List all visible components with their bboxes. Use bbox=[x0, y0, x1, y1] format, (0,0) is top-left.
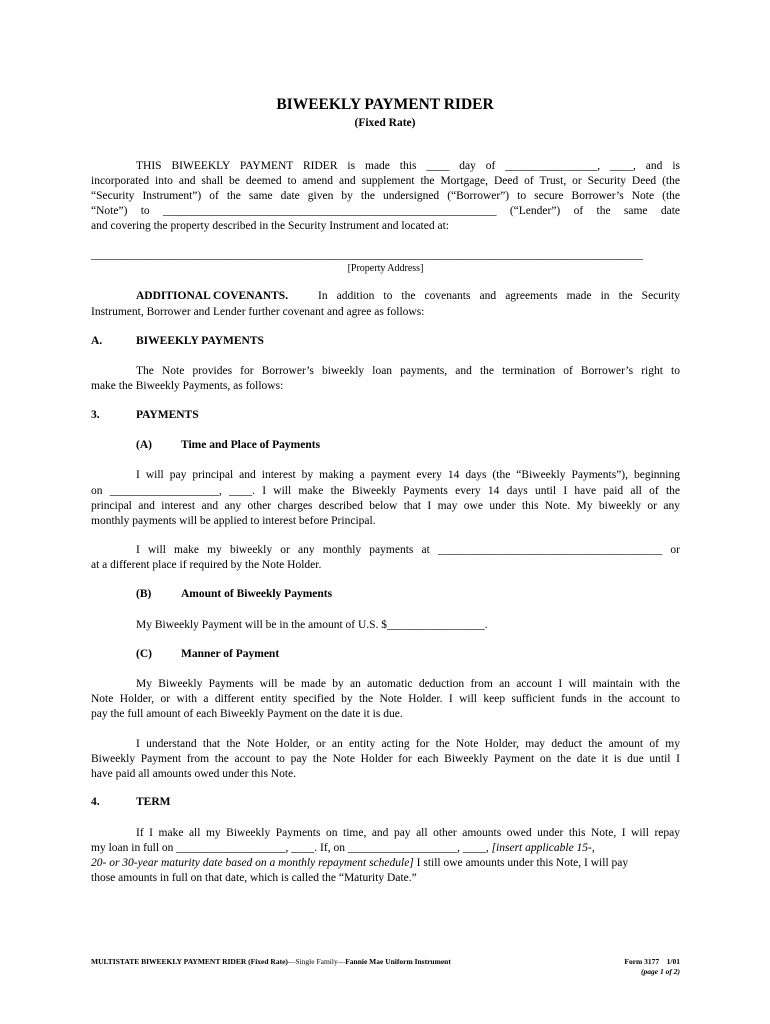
intro-line-3: “Security Instrument”) of the same date given by the undersigned (“Borrower”) to secure Borrower’s Note (the bbox=[91, 190, 680, 202]
footer-rider-name: MULTISTATE BIWEEKLY PAYMENT RIDER (Fixed Rate) bbox=[91, 957, 288, 966]
term-line-2-italic: [insert applicable 15-, bbox=[491, 842, 595, 854]
footer-page-number: (page 1 of 2) bbox=[641, 967, 680, 976]
covenants-line-1: In addition to the covenants and agreements made in the Security bbox=[318, 290, 680, 302]
section-3-number: 3. bbox=[91, 409, 100, 421]
intro-line-5: and covering the property described in the Security Instrument and located at: bbox=[91, 220, 449, 232]
subsection-b-number: (B) bbox=[136, 588, 152, 600]
section-3-title: PAYMENTS bbox=[136, 409, 199, 421]
section-4-number: 4. bbox=[91, 796, 100, 808]
intro-line-2: incorporated into and shall be deemed to amend and supplement the Mortgage, Deed of Trust, or Security Deed (the bbox=[91, 175, 680, 187]
subsection-a-p1-line-2: on ___________________, ____. I will make the Biweekly Payments every 14 days until I have paid all of the bbox=[91, 485, 680, 497]
subsection-b-title: Amount of Biweekly Payments bbox=[181, 588, 333, 600]
subsection-a-title: Time and Place of Payments bbox=[181, 439, 321, 451]
subsection-c-title: Manner of Payment bbox=[181, 648, 280, 660]
footer-family: —Single Family— bbox=[287, 957, 346, 966]
term-line-3 bbox=[91, 856, 680, 870]
subsection-a-p1-line-3: principal and interest and any other charges described below that I may owe under this Note. My biweekly or any bbox=[91, 500, 680, 512]
document-title: BIWEEKLY PAYMENT RIDER bbox=[276, 96, 494, 113]
section-a-line-1: The Note provides for Borrower’s biweekly loan payments, and the termination of Borrower’s right to bbox=[136, 365, 680, 377]
subsection-c-p2-line-1: I understand that the Note Holder, or an entity acting for the Note Holder, may deduct the amount of my bbox=[136, 738, 680, 750]
subsection-a-p2-line-1: I will make my biweekly or any monthly payments at _______________________________________ or bbox=[136, 544, 680, 556]
subsection-c-p2-line-3: have paid all amounts owed under this Note. bbox=[91, 768, 297, 780]
subsection-c-p1-line-2: Note Holder, or with a different entity specified by the Note Holder. I will keep sufficient funds in the account to bbox=[91, 693, 680, 705]
subsection-c-p1-line-1: My Biweekly Payments will be made by an automatic deduction from an account I will maintain with the bbox=[136, 678, 680, 690]
section-a-title: BIWEEKLY PAYMENTS bbox=[136, 335, 264, 347]
term-line-2-text: my loan in full on ___________________, ____. If, on ___________________, ____, bbox=[91, 842, 492, 854]
property-address-label: [Property Address] bbox=[347, 263, 424, 274]
subsection-c-p1-line-3: pay the full amount of each Biweekly Payment on the date it is due. bbox=[91, 708, 403, 720]
document-subtitle: (Fixed Rate) bbox=[354, 117, 416, 129]
subsection-a-p1-line-4: monthly payments will be applied to interest before Principal. bbox=[91, 515, 376, 527]
intro-line-4: “Note”) to __________________________________________________________ (“Lender”) of the same date bbox=[91, 205, 680, 217]
subsection-a-p2-line-2: at a different place if required by the Note Holder. bbox=[91, 559, 322, 571]
section-a-number: A. bbox=[91, 335, 103, 347]
subsection-a-p1-line-1: I will pay principal and interest by making a payment every 14 days (the “Biweekly Payments”), beginning bbox=[136, 469, 680, 481]
term-line-3-text: I still owe amounts under this Note, I will pay bbox=[413, 857, 629, 869]
term-line-2 bbox=[91, 841, 680, 855]
intro-line-1: THIS BIWEEKLY PAYMENT RIDER is made this ____ day of ________________, ____, and is bbox=[136, 160, 680, 172]
term-line-4: those amounts in full on that date, which is called the “Maturity Date.” bbox=[91, 872, 417, 884]
section-4-title: TERM bbox=[136, 796, 171, 808]
footer-instrument-name bbox=[91, 957, 451, 966]
subsection-b-text: My Biweekly Payment will be in the amount of U.S. $_________________. bbox=[136, 619, 488, 631]
covenants-heading: ADDITIONAL COVENANTS. bbox=[136, 290, 289, 302]
footer-fannie-mae: Fannie Mae Uniform Instrument bbox=[345, 957, 451, 966]
subsection-a-number: (A) bbox=[136, 439, 152, 451]
term-line-3-italic: 20- or 30-year maturity date based on a monthly repayment schedule] bbox=[91, 857, 414, 869]
subsection-c-p2-line-2: Biweekly Payment from the account to pay the Note Holder for each Biweekly Payment on the date it is due until I bbox=[91, 753, 680, 765]
subsection-c-number: (C) bbox=[136, 648, 152, 660]
covenants-line-2: Instrument, Borrower and Lender further covenant and agree as follows: bbox=[91, 306, 425, 318]
property-address-blank: ________________________________________________________________________________________________ bbox=[91, 249, 643, 261]
footer-form-number: Form 3177 1/01 bbox=[624, 957, 680, 966]
section-a-line-2: make the Biweekly Payments, as follows: bbox=[91, 380, 284, 392]
term-line-1: If I make all my Biweekly Payments on time, and pay all other amounts owed under this Note, I will repay bbox=[136, 827, 680, 839]
